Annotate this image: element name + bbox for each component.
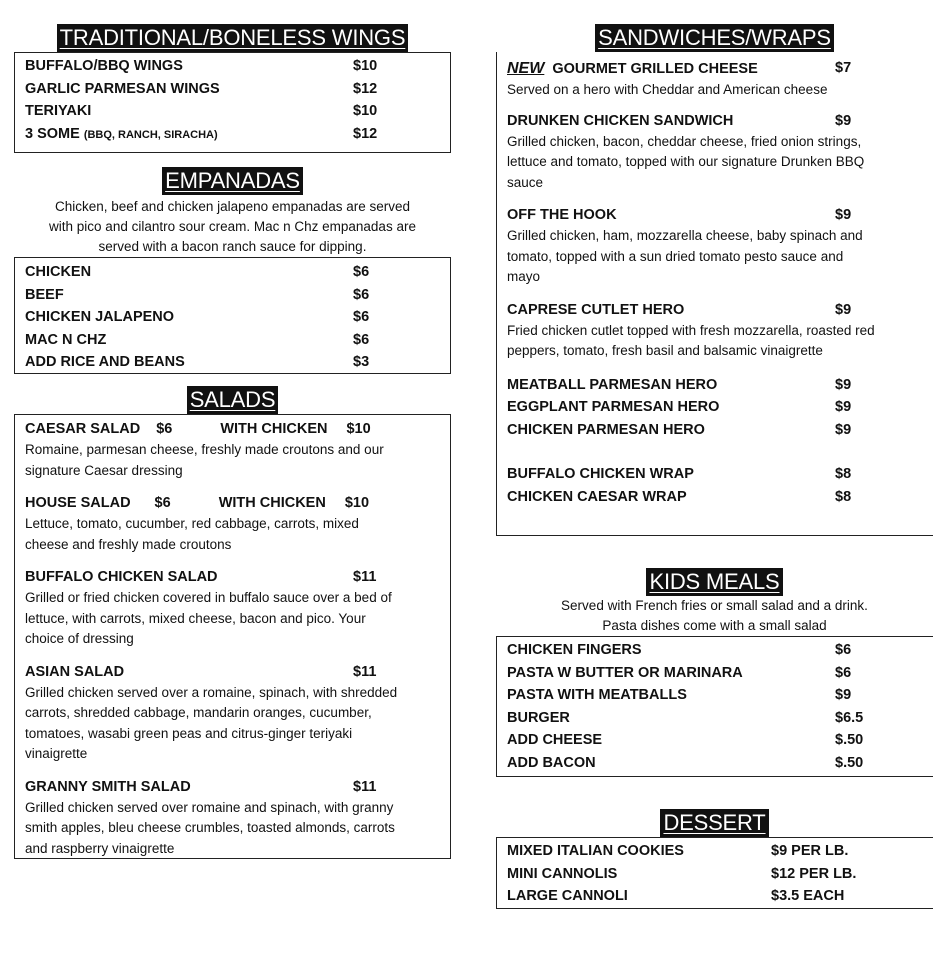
heroes-list <box>497 374 933 442</box>
wings-header: TRADITIONAL/BONELESS WINGS <box>57 24 409 52</box>
item-price: $6 <box>835 664 852 681</box>
wings-row <box>15 123 450 147</box>
kids-row <box>497 752 933 775</box>
dessert-row <box>497 863 933 886</box>
dessert-box <box>496 837 933 909</box>
kids-row <box>497 707 933 730</box>
kids-box <box>496 636 933 777</box>
sandwich-item <box>497 205 933 288</box>
empanada-row <box>15 261 450 284</box>
item-name: ADD CHEESE <box>507 732 603 748</box>
wraps-list <box>497 463 933 508</box>
salad-item <box>15 662 450 765</box>
kids-row <box>497 684 933 707</box>
intro-line: Pasta dishes come with a small salad <box>602 618 827 633</box>
item-name: CAPRESE CUTLET HERO <box>507 301 685 318</box>
item-desc: Grilled chicken, bacon, cheddar cheese, fried onion strings, lettuce and tomato, topped with our signature Drunken BBQ sauce <box>507 133 865 190</box>
wings-row <box>15 78 450 101</box>
wings-header-wrap <box>14 24 451 52</box>
item-price: $10 <box>353 58 378 74</box>
item-name: CHICKEN CAESAR WRAP <box>507 488 687 505</box>
item-name: CHICKEN <box>25 264 92 280</box>
item-name: CHICKEN FINGERS <box>507 642 642 658</box>
item-extra-price: $10 <box>346 421 371 437</box>
empanada-row <box>15 351 450 374</box>
item-name: CAESAR SALAD <box>25 421 141 437</box>
item-name: EGGPLANT PARMESAN HERO <box>507 399 720 415</box>
hero-row <box>497 419 933 442</box>
kids-header-wrap <box>496 568 933 596</box>
item-name: BUFFALO/BBQ WINGS <box>25 58 183 74</box>
item-desc: Grilled chicken served over romaine and spinach, with granny smith apples, bleu cheese crumbles, toasted almonds, carrots and raspberry vinaigrette <box>25 799 395 856</box>
item-desc: Lettuce, tomato, cucumber, red cabbage, carrots, mixed cheese and freshly made croutons <box>25 516 359 552</box>
item-extra-label: WITH CHICKEN <box>220 421 328 437</box>
item-price: $6 <box>353 331 370 348</box>
item-desc: Served on a hero with Cheddar and American cheese <box>507 82 828 97</box>
item-name: MIXED ITALIAN COOKIES <box>507 843 684 859</box>
item-price: $8 <box>835 466 852 482</box>
item-price: $3.5 EACH <box>771 888 845 904</box>
item-name: ADD RICE AND BEANS <box>25 354 185 370</box>
item-name: GARLIC PARMESAN WINGS <box>25 80 220 97</box>
dessert-row <box>497 840 933 863</box>
item-price: $11 <box>353 778 377 795</box>
item-name: LARGE CANNOLI <box>507 888 628 904</box>
kids-intro <box>496 596 933 636</box>
sandwich-item <box>497 111 933 194</box>
item-price: $6 <box>154 495 171 511</box>
kids-row <box>497 729 933 752</box>
item-note: (BBQ, RANCH, SIRACHA) <box>83 128 218 141</box>
intro-line: Served with French fries or small salad and a drink. <box>561 598 868 613</box>
kids-header: KIDS MEALS <box>646 568 782 596</box>
wings-box <box>14 52 451 153</box>
item-price: $3 <box>353 354 370 370</box>
kids-row <box>497 662 933 685</box>
item-name: GOURMET GRILLED CHEESE <box>552 61 758 77</box>
salad-item <box>15 419 450 481</box>
item-name: BURGER <box>507 709 570 726</box>
intro-line: Chicken, beef and chicken jalapeno empanadas are served <box>55 199 410 214</box>
item-price: $9 <box>835 301 852 318</box>
salad-item <box>15 493 450 555</box>
salads-header: SALADS <box>187 386 279 414</box>
item-name: GRANNY SMITH SALAD <box>25 778 191 795</box>
item-price: $.50 <box>835 754 864 771</box>
item-desc: Fried chicken cutlet topped with fresh mozzarella, roasted red peppers, tomato, fresh basil and balsamic vinaigrette <box>507 322 875 358</box>
item-name: HOUSE SALAD <box>25 495 131 511</box>
item-desc: Grilled or fried chicken covered in buffalo sauce over a bed of lettuce, with carrots, mixed cheese, bacon and pico. Your choice of dressing <box>25 590 392 646</box>
item-name: PASTA WITH MEATBALLS <box>507 687 687 703</box>
item-price: $6 <box>835 642 852 658</box>
item-price: $9 <box>835 112 852 129</box>
item-desc: Grilled chicken, ham, mozzarella cheese, baby spinach and tomato, topped with a sun dried tomato pesto sauce and mayo <box>507 228 863 284</box>
salad-item <box>15 567 450 650</box>
left-column <box>14 0 451 859</box>
item-price: $7 <box>835 60 852 76</box>
empanadas-intro <box>14 197 451 257</box>
item-name: PASTA W BUTTER OR MARINARA <box>507 664 743 681</box>
empanadas-box <box>14 257 451 374</box>
sandwich-item <box>497 58 933 101</box>
kids-row <box>497 639 933 662</box>
intro-line: served with a bacon ranch sauce for dipping. <box>98 239 367 254</box>
item-name: DRUNKEN CHICKEN SANDWICH <box>507 112 734 129</box>
item-desc: Romaine, parmesan cheese, freshly made croutons and our signature Caesar dressing <box>25 442 384 478</box>
item-name: MINI CANNOLIS <box>507 865 618 882</box>
item-price: $6 <box>353 286 370 303</box>
item-name: OFF THE HOOK <box>507 207 617 223</box>
dessert-row <box>497 885 933 908</box>
salad-item <box>15 777 450 860</box>
item-price: $8 <box>835 488 852 505</box>
item-price: $.50 <box>835 732 864 748</box>
salads-header-wrap <box>14 386 451 414</box>
item-name: TERIYAKI <box>25 103 92 119</box>
empanada-row <box>15 306 450 329</box>
sandwiches-box <box>496 52 933 536</box>
item-extra-price: $10 <box>344 495 370 511</box>
item-price: $12 <box>353 125 378 142</box>
item-name: 3 SOME <box>25 125 84 142</box>
hero-row <box>497 374 933 397</box>
dessert-header: DESSERT <box>660 809 768 837</box>
hero-row <box>497 396 933 419</box>
item-desc: Grilled chicken served over a romaine, spinach, with shredded carrots, shredded cabbage, mandarin oranges, cucumber, tomatoes, wasabi green peas and citrus-ginger teriyaki vinaigrette <box>25 684 398 761</box>
item-name: ASIAN SALAD <box>25 663 125 680</box>
empanadas-header-wrap <box>14 167 451 195</box>
item-name: CHICKEN JALAPENO <box>25 309 175 325</box>
item-price: $10 <box>353 103 378 119</box>
item-price: $11 <box>353 569 377 585</box>
item-price: $12 <box>353 80 378 97</box>
dessert-header-wrap <box>496 809 933 837</box>
item-name: BEEF <box>25 286 64 303</box>
item-name: BUFFALO CHICKEN SALAD <box>25 569 218 585</box>
intro-line: with pico and cilantro sour cream. Mac n Chz empanadas are <box>49 219 416 234</box>
item-price: $9 <box>835 376 852 393</box>
wrap-row <box>497 463 933 486</box>
item-name: MEATBALL PARMESAN HERO <box>507 376 718 393</box>
item-price: $6 <box>353 264 370 280</box>
wrap-row <box>497 486 933 509</box>
empanadas-header: EMPANADAS <box>162 167 303 195</box>
item-name: ADD BACON <box>507 754 596 771</box>
item-price: $12 PER LB. <box>771 865 857 882</box>
item-name: BUFFALO CHICKEN WRAP <box>507 466 694 482</box>
item-name: CHICKEN PARMESAN HERO <box>507 421 705 438</box>
new-badge: NEW <box>507 60 545 77</box>
sandwich-item <box>497 300 933 362</box>
item-price: $9 PER LB. <box>771 843 849 859</box>
item-price: $9 <box>835 207 852 223</box>
item-name: MAC N CHZ <box>25 331 107 348</box>
salads-box <box>14 414 451 859</box>
item-price: $9 <box>835 399 852 415</box>
empanada-row <box>15 329 450 352</box>
sandwiches-header-wrap <box>496 24 933 52</box>
right-column <box>496 0 933 909</box>
wings-row <box>15 100 450 123</box>
empanada-row <box>15 284 450 307</box>
item-extra-label: WITH CHICKEN <box>218 495 326 511</box>
item-price: $9 <box>835 687 852 703</box>
wings-row <box>15 55 450 78</box>
item-price: $6 <box>156 421 173 437</box>
item-price: $9 <box>835 421 852 438</box>
sandwiches-header: SANDWICHES/WRAPS <box>595 24 834 52</box>
item-price: $11 <box>353 663 377 680</box>
item-price: $6 <box>353 309 370 325</box>
item-price: $6.5 <box>835 709 864 726</box>
